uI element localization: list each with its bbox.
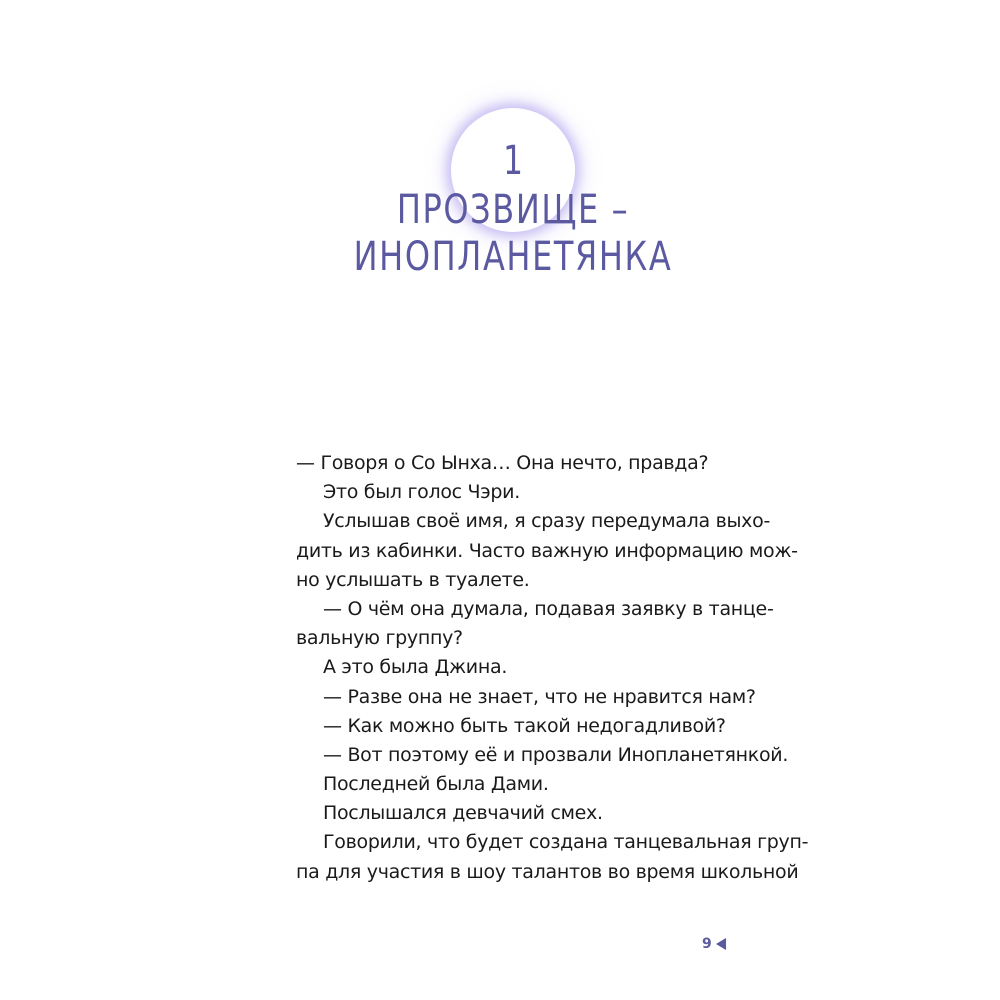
paragraph-line: А это была Джина.	[323, 656, 508, 679]
paragraph-line: Послышался девчачий смех.	[323, 802, 603, 825]
body-text	[296, 449, 809, 887]
chapter-title-line-2: ИНОПЛАНЕТЯНКА	[353, 234, 673, 280]
paragraph-line: Услышав своё имя, я сразу передумала выхо-	[323, 510, 771, 533]
paragraph-line: па для участия в шоу талантов во время школьной	[296, 860, 799, 883]
page-number: 9	[702, 936, 712, 952]
triangle-left-icon	[716, 938, 726, 950]
paragraph-line: Последней была Дами.	[323, 773, 549, 796]
paragraph-line: Говорили, что будет создана танцевальная груп-	[323, 831, 809, 854]
paragraph-line: — Говоря о Со Ынха… Она нечто, правда?	[296, 452, 709, 474]
chapter-title-line-1: ПРОЗВИЩЕ –	[396, 187, 630, 233]
paragraph-line: — Разве она не знает, что не нравится нам?	[323, 685, 756, 708]
paragraph-line: вальную группу?	[296, 627, 463, 650]
paragraph-line: — Как можно быть такой недогадливой?	[323, 714, 726, 737]
paragraph-line: дить из кабинки. Часто важную информацию мож-	[296, 539, 798, 562]
paragraph-line: Это был голос Чэри.	[323, 481, 520, 504]
paragraph-line: — О чём она думала, подавая заявку в танце-	[323, 597, 774, 620]
paragraph-line: но услышать в туалете.	[296, 568, 530, 591]
chapter-number: 1	[503, 138, 523, 184]
paragraph-line: — Вот поэтому её и прозвали Инопланетянкой.	[323, 743, 789, 766]
